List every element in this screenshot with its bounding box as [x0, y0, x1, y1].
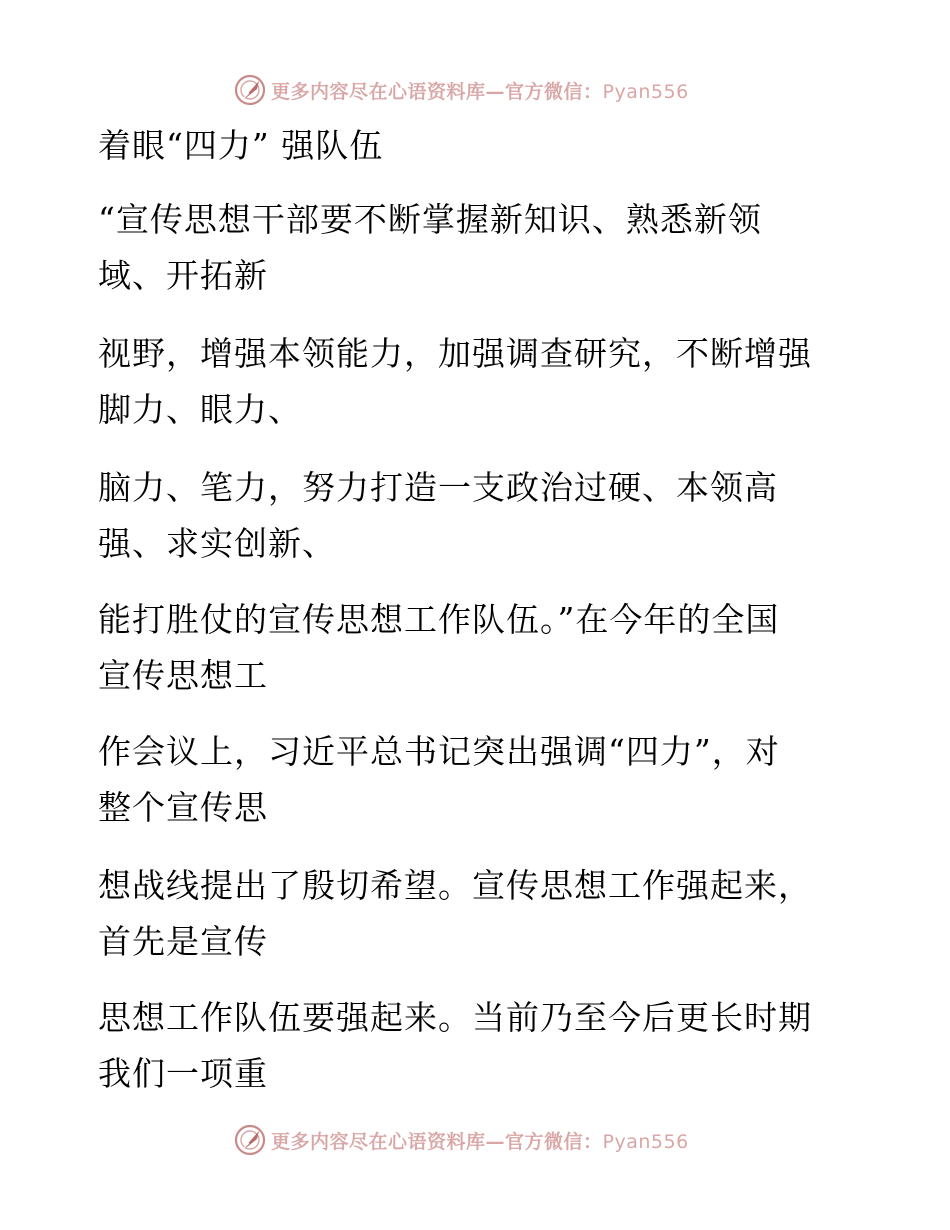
- text-line: 域、开拓新: [98, 256, 268, 295]
- text-line: 思想工作队伍要强起来。当前乃至今后更长时期: [98, 998, 812, 1037]
- text-line: 强、求实创新、: [98, 524, 336, 563]
- text-line: 我们一项重: [98, 1054, 268, 1093]
- quill-logo-icon: [233, 73, 267, 107]
- text-line: 脑力、笔力，努力打造一支政治过硬、本领高: [98, 468, 778, 507]
- text-line: 脚力、眼力、: [98, 390, 302, 429]
- quill-logo-icon: [233, 1123, 267, 1157]
- text-line: 想战线提出了殷切希望。宣传思想工作强起来，: [98, 866, 812, 905]
- text-line: 宣传思想工: [98, 656, 268, 695]
- document-heading: 着眼“四力” 强队伍: [98, 126, 384, 165]
- text-line: 视野，增强本领能力，加强调查研究，不断增强: [98, 334, 812, 373]
- watermark-text: 更多内容尽在心语资料库—官方微信：Pyan556: [271, 80, 689, 103]
- footer-watermark-banner: [233, 1122, 689, 1158]
- text-line: “宣传思想干部要不断掌握新知识、熟悉新领: [98, 200, 762, 239]
- header-watermark-banner: [233, 72, 689, 108]
- text-line: 首先是宣传: [98, 922, 268, 961]
- watermark-text: 更多内容尽在心语资料库—官方微信：Pyan556: [271, 1130, 689, 1153]
- text-line: 作会议上，习近平总书记突出强调“四力”，对: [98, 732, 780, 771]
- wechat-id: Pyan556: [602, 1130, 689, 1153]
- text-line: 整个宣传思: [98, 788, 268, 827]
- wechat-id: Pyan556: [602, 80, 689, 103]
- text-line: 能打胜仗的宣传思想工作队伍。”在今年的全国: [98, 600, 780, 639]
